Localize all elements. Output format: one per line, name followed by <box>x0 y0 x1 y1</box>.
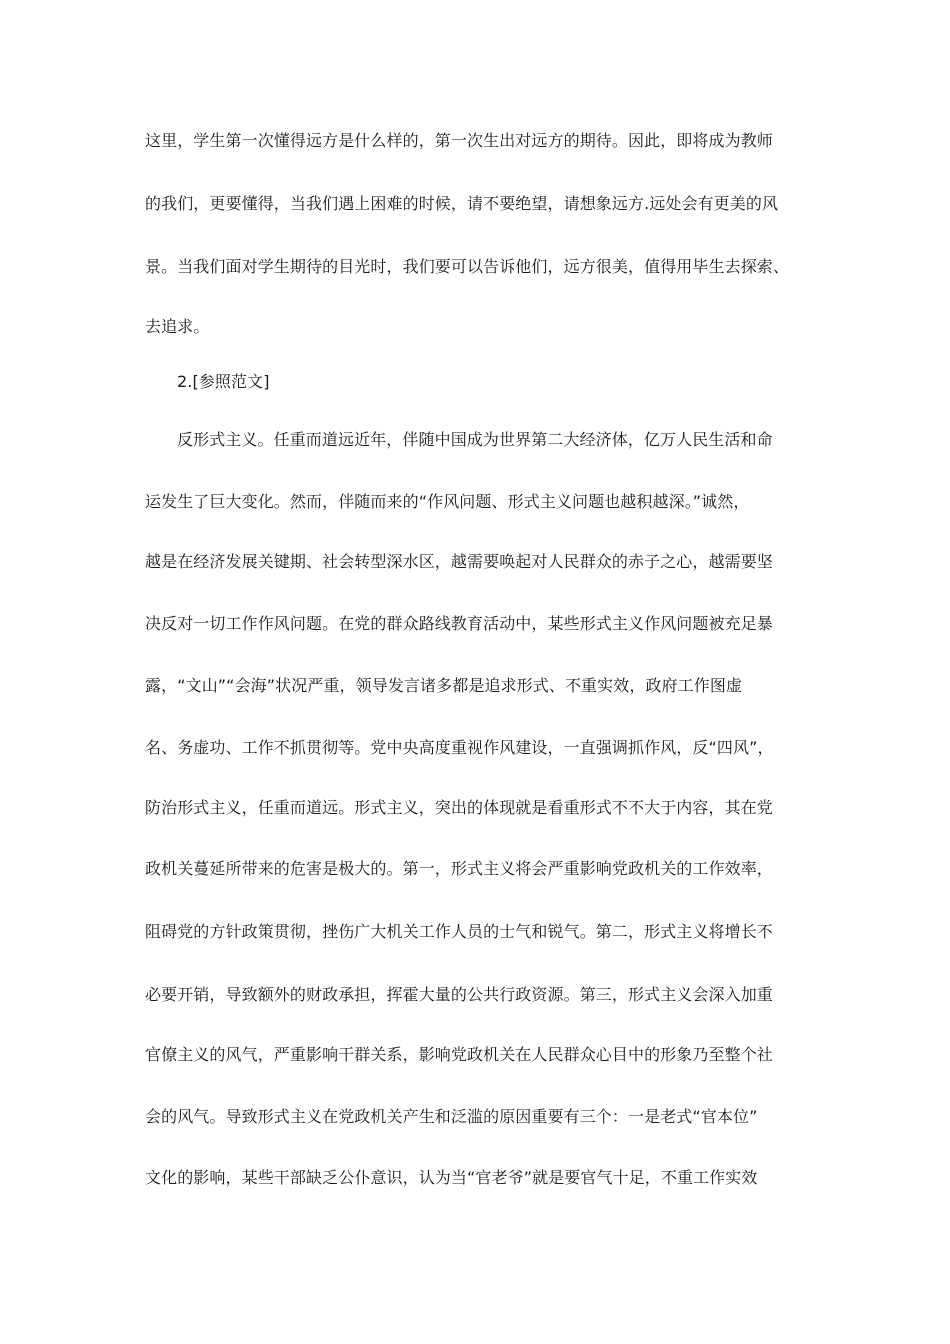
text-line: 文化的影响，某些干部缺乏公仆意识，认为当“官老爷”就是要官气十足，不重工作实效 <box>145 1168 758 1187</box>
text-line: 反形式主义。任重而道远近年，伴随中国成为世界第二大经济体，亿万人民生活和命 <box>177 430 773 449</box>
text-line: 决反对一切工作作风问题。在党的群众路线教育活动中，某些形式主义作风问题被充足暴 <box>145 614 773 633</box>
text-line: 会的风气。导致形式主义在党政机关产生和泛滥的原因重要有三个：一是老式“官本位” <box>145 1107 758 1126</box>
section-heading: 2.[参照范文] <box>177 372 270 391</box>
text-line: 去追求。 <box>145 317 210 336</box>
text-line: 防治形式主义，任重而道远。形式主义，突出的体现就是看重形式不不大于内容，其在党 <box>145 798 773 817</box>
text-line: 名、务虚功、工作不抓贯彻等。党中央高度重视作风建设，一直强调抓作风，反“四风”， <box>145 738 774 757</box>
text-line: 必要开销，导致额外的财政承担，挥霍大量的公共行政资源。第三，形式主义会深入加重 <box>145 985 773 1004</box>
text-line: 露，“文山”“会海”状况严重，领导发言诸多都是追求形式、不重实效，政府工作图虚 <box>145 676 743 695</box>
text-line: 官僚主义的风气，严重影响干群关系，影响党政机关在人民群众心目中的形象乃至整个社 <box>145 1045 773 1064</box>
text-line: 运发生了巨大变化。然而，伴随而来的“作风问题、形式主义问题也越积越深。”诚然， <box>145 492 750 511</box>
text-line: 阻碍党的方针政策贯彻，挫伤广大机关工作人员的士气和锐气。第二，形式主义将增长不 <box>145 922 773 941</box>
text-line: 的我们，更要懂得，当我们遇上困难的时候，请不要绝望，请想象远方.远处会有更美的风 <box>145 194 779 213</box>
text-line: 景。当我们面对学生期待的目光时，我们要可以告诉他们，远方很美，值得用毕生去探索、 <box>145 257 790 276</box>
text-line: 越是在经济发展关键期、社会转型深水区，越需要唤起对人民群众的赤子之心，越需要坚 <box>145 552 773 571</box>
text-line: 政机关蔓延所带来的危害是极大的。第一，形式主义将会严重影响党政机关的工作效率， <box>145 859 773 878</box>
text-line: 这里，学生第一次懂得远方是什么样的，第一次生出对远方的期待。因此，即将成为教师 <box>145 131 773 150</box>
